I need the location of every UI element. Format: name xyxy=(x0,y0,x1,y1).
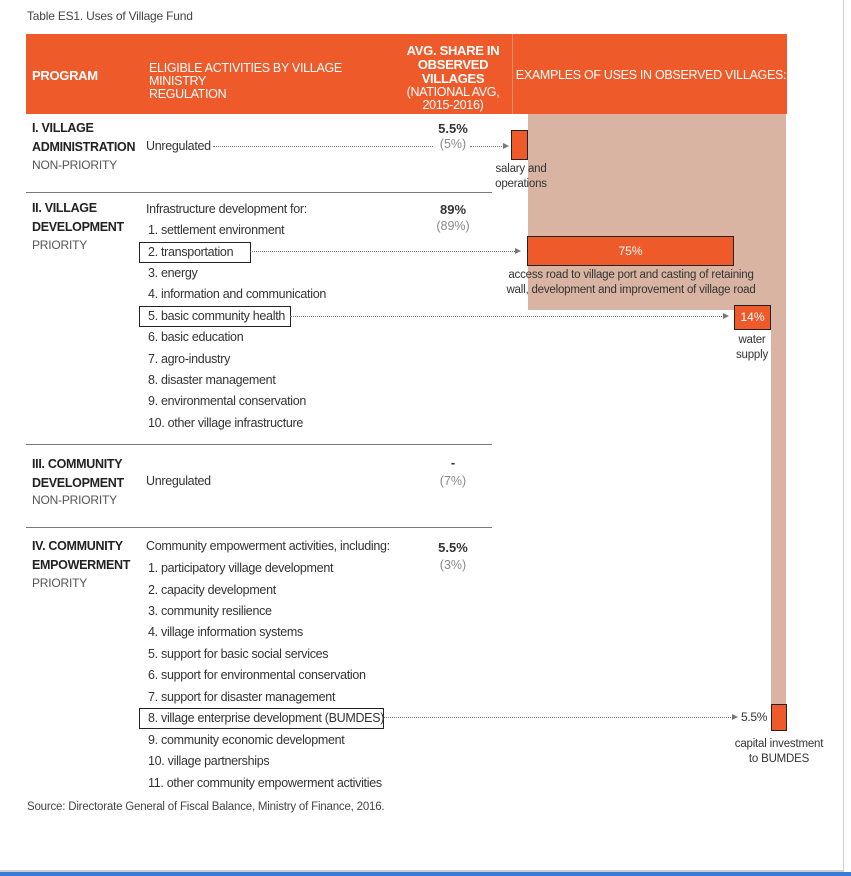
program-line1: III. COMMUNITY xyxy=(32,457,123,471)
caption-line2: wall, development and improvement of village road xyxy=(506,284,756,296)
national-avg: (7%) xyxy=(439,474,467,488)
program-line1: IV. COMMUNITY xyxy=(32,539,123,553)
water-caption xyxy=(726,333,778,363)
caption-line2: supply xyxy=(735,349,769,361)
table-header xyxy=(26,34,787,114)
header-eligible-line2: REGULATION xyxy=(149,87,227,101)
activity-item: 2. transportation xyxy=(148,245,234,259)
activity-item: 10. other village infrastructure xyxy=(148,416,304,430)
priority-label: NON-PRIORITY xyxy=(32,158,117,172)
header-avg-line3: (NATIONAL AVG, xyxy=(406,85,500,99)
leader-dots xyxy=(470,146,504,147)
program-community-development xyxy=(32,455,124,493)
water-share-box: 14% xyxy=(734,305,771,330)
national-avg: (3%) xyxy=(439,558,467,572)
leader-dots xyxy=(213,146,433,147)
activity-item: 7. support for disaster management xyxy=(148,690,336,704)
frame-right-border xyxy=(843,0,844,872)
caption-line2: to BUMDES xyxy=(748,753,810,765)
caption-line1: salary and xyxy=(495,163,547,175)
table-title: Table ES1. Uses of Village Fund xyxy=(27,9,193,23)
header-program: PROGRAM xyxy=(32,68,98,83)
activity-item: 10. village partnerships xyxy=(148,754,270,768)
activity-item: 4. village information systems xyxy=(148,625,303,639)
road-share-box: 75% xyxy=(527,236,734,266)
arrow-right-icon xyxy=(503,143,509,149)
activity-item: 5. basic community health xyxy=(148,309,286,323)
row-divider xyxy=(26,444,492,445)
caption-line1: water xyxy=(738,334,766,346)
activity-item: 6. support for environmental conservation xyxy=(148,668,366,682)
activity-item: 9. environmental conservation xyxy=(148,394,307,408)
header-avg-line1: AVG. SHARE IN xyxy=(406,43,500,58)
avg-share: 5.5% xyxy=(438,121,468,136)
examples-vertical-bar xyxy=(771,114,786,706)
header-divider xyxy=(512,34,513,114)
bumdes-caption xyxy=(721,737,837,767)
header-examples: EXAMPLES OF USES IN OBSERVED VILLAGES: xyxy=(515,68,787,82)
activity-intro: Unregulated xyxy=(146,139,211,153)
bumdes-share-box xyxy=(771,704,787,731)
national-avg: (5%) xyxy=(439,137,467,151)
arrow-right-icon xyxy=(732,714,738,720)
program-line1: I. VILLAGE xyxy=(32,121,94,135)
activity-item: 8. village enterprise development (BUMDES) xyxy=(148,711,385,725)
avg-share: 89% xyxy=(439,202,467,217)
program-line2: DEVELOPMENT xyxy=(32,220,124,234)
activity-item: 7. agro-industry xyxy=(148,352,231,366)
activity-item: 8. disaster management xyxy=(148,373,276,387)
source-note: Source: Directorate General of Fiscal Balance, Ministry of Finance, 2016. xyxy=(27,801,385,813)
row-divider xyxy=(26,192,492,193)
activity-item: 3. community resilience xyxy=(148,604,272,618)
salary-caption xyxy=(490,162,552,192)
activity-item: 5. support for basic social services xyxy=(148,647,329,661)
activity-item: 1. participatory village development xyxy=(148,561,334,575)
bumdes-pct: 5.5% xyxy=(741,710,768,724)
leader-dots xyxy=(250,251,515,252)
caption-line2: operations xyxy=(495,178,547,190)
priority-label: PRIORITY xyxy=(32,576,88,590)
priority-label: PRIORITY xyxy=(32,238,88,252)
arrow-right-icon xyxy=(723,313,729,319)
row-divider xyxy=(26,527,492,528)
activity-item: 3. energy xyxy=(148,266,198,280)
program-line1: II. VILLAGE xyxy=(32,201,97,215)
header-eligible-line1: ELIGIBLE ACTIVITIES BY VILLAGE MINISTRY xyxy=(149,61,342,88)
header-avg-share xyxy=(392,44,514,112)
activity-item: 11. other community empowerment activities xyxy=(148,776,382,790)
avg-share: 5.5% xyxy=(438,540,468,555)
priority-label: NON-PRIORITY xyxy=(32,493,117,507)
program-community-empowerment xyxy=(32,537,130,575)
activity-intro: Infrastructure development for: xyxy=(146,202,307,216)
caption-line1: capital investment xyxy=(734,738,824,750)
activity-item: 9. community economic development xyxy=(148,733,345,747)
leader-dots xyxy=(290,316,724,317)
activity-intro: Unregulated xyxy=(146,474,211,488)
activity-intro: Community empowerment activities, including: xyxy=(146,539,390,553)
header-eligible-activities xyxy=(149,62,389,101)
national-avg: (89%) xyxy=(436,219,470,233)
activity-item: 4. information and communication xyxy=(148,287,326,301)
arrow-right-icon xyxy=(515,248,521,254)
window-bottom-edge xyxy=(0,872,851,876)
leader-dots xyxy=(384,717,733,718)
salary-share-box xyxy=(511,130,528,160)
header-avg-line2: OBSERVED VILLAGES xyxy=(417,57,489,86)
program-line2: EMPOWERMENT xyxy=(32,558,131,572)
header-avg-line4: 2015-2016) xyxy=(422,98,484,112)
program-village-development xyxy=(32,199,124,237)
road-caption xyxy=(505,268,757,298)
program-line2: ADMINISTRATION xyxy=(32,140,136,154)
activity-item: 1. settlement environment xyxy=(148,223,285,237)
caption-line1: access road to village port and casting of retaining xyxy=(508,269,754,281)
avg-share: - xyxy=(450,455,456,470)
activity-item: 6. basic education xyxy=(148,330,244,344)
program-line2: DEVELOPMENT xyxy=(32,476,124,490)
program-village-administration xyxy=(32,119,135,157)
activity-item: 2. capacity development xyxy=(148,583,276,597)
